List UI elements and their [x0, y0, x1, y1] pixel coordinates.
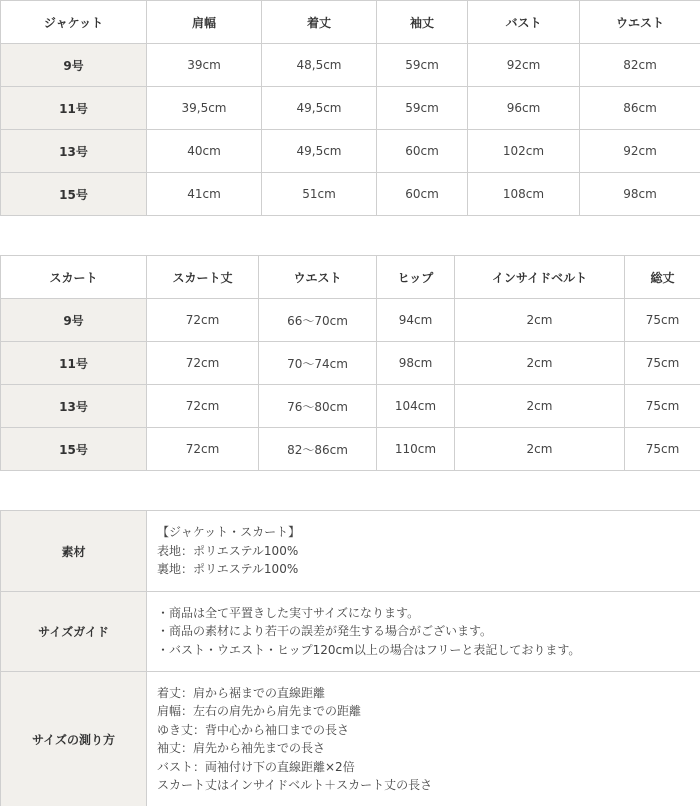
- table-cell: 49,5cm: [262, 130, 377, 173]
- size-label: 15号: [1, 173, 147, 216]
- size-label: 15号: [1, 428, 147, 471]
- table-cell: 86cm: [580, 87, 700, 130]
- table-cell: 75cm: [625, 342, 700, 385]
- jacket-table-row: [1, 87, 700, 130]
- jacket-header-cell: 袖丈: [377, 1, 468, 44]
- measurement-line: 袖丈：肩先から袖先までの長さ: [157, 741, 326, 755]
- measurement-text: [147, 672, 700, 806]
- table-cell: 104cm: [377, 385, 455, 428]
- table-cell: 72cm: [147, 342, 259, 385]
- table-cell: 2cm: [455, 299, 625, 342]
- table-cell: 108cm: [468, 173, 580, 216]
- material-label: 素材: [1, 511, 147, 592]
- jacket-header-cell: 着丈: [262, 1, 377, 44]
- size-guide-line: ・商品の素材により若干の誤差が発生する場合がございます。: [157, 624, 493, 639]
- table-cell: 98cm: [377, 342, 455, 385]
- skirt-header-cell: ウエスト: [259, 256, 377, 299]
- measurement-line: スカート丈はインサイドベルト＋スカート丈の長さ: [157, 778, 433, 792]
- size-label: 11号: [1, 342, 147, 385]
- jacket-header-row: [1, 1, 700, 44]
- measurement-line: 肩幅：左右の肩先から肩先までの距離: [157, 704, 362, 718]
- jacket-table-row: [1, 130, 700, 173]
- jacket-header-cell: 肩幅: [147, 1, 262, 44]
- table-cell: 60cm: [377, 130, 468, 173]
- table-cell: 75cm: [625, 385, 700, 428]
- table-cell: 39,5cm: [147, 87, 262, 130]
- table-cell: 2cm: [455, 385, 625, 428]
- table-cell: 102cm: [468, 130, 580, 173]
- table-cell: 96cm: [468, 87, 580, 130]
- skirt-header-cell: スカート丈: [147, 256, 259, 299]
- table-cell: 92cm: [580, 130, 700, 173]
- table-cell: 72cm: [147, 385, 259, 428]
- size-guide-line: ・商品は全て平置きした実寸サイズになります。: [157, 605, 420, 620]
- table-cell: 48,5cm: [262, 44, 377, 87]
- skirt-table-row: [1, 342, 700, 385]
- size-label: 13号: [1, 385, 147, 428]
- table-cell: 92cm: [468, 44, 580, 87]
- table-cell: 2cm: [455, 342, 625, 385]
- material-line: 【ジャケット・スカート】: [157, 525, 301, 540]
- table-cell: 49,5cm: [262, 87, 377, 130]
- jacket-header-cell: ジャケット: [1, 1, 147, 44]
- table-cell: 40cm: [147, 130, 262, 173]
- jacket-size-table: [0, 0, 700, 216]
- jacket-header-cell: ウエスト: [580, 1, 700, 44]
- table-cell: 39cm: [147, 44, 262, 87]
- skirt-header-row: [1, 256, 700, 299]
- table-cell: 75cm: [625, 299, 700, 342]
- table-cell: 41cm: [147, 173, 262, 216]
- material-line: 裏地：ポリエステル100%: [157, 562, 299, 577]
- size-label: 13号: [1, 130, 147, 173]
- table-cell: 94cm: [377, 299, 455, 342]
- measurement-line: ゆき丈：背中心から袖口までの長さ: [157, 722, 350, 737]
- table-cell: 75cm: [625, 428, 700, 471]
- material-line: 表地：ポリエステル100%: [157, 543, 299, 558]
- table-cell: 66～70cm: [259, 299, 377, 342]
- skirt-table-row: [1, 385, 700, 428]
- material-row: [1, 511, 700, 592]
- skirt-table-row: [1, 299, 700, 342]
- skirt-header-cell: ヒップ: [377, 256, 455, 299]
- table-cell: 60cm: [377, 173, 468, 216]
- product-info-table: [0, 510, 700, 806]
- jacket-table-row: [1, 173, 700, 216]
- table-cell: 59cm: [377, 44, 468, 87]
- table-cell: 72cm: [147, 299, 259, 342]
- skirt-table-row: [1, 428, 700, 471]
- skirt-header-cell: インサイドベルト: [455, 256, 625, 299]
- table-cell: 76～80cm: [259, 385, 377, 428]
- measurement-row: [1, 672, 700, 806]
- size-guide-row: [1, 592, 700, 672]
- jacket-header-cell: バスト: [468, 1, 580, 44]
- table-cell: 51cm: [262, 173, 377, 216]
- size-label: 11号: [1, 87, 147, 130]
- measurement-line: 着丈：肩から裾までの直線距離: [157, 685, 326, 700]
- skirt-header-cell: スカート: [1, 256, 147, 299]
- size-label: 9号: [1, 44, 147, 87]
- table-cell: 82cm: [580, 44, 700, 87]
- table-cell: 98cm: [580, 173, 700, 216]
- size-guide-line: ・バスト・ウエスト・ヒップ120cm以上の場合はフリーと表記しております。: [157, 642, 581, 657]
- size-guide-label: サイズガイド: [1, 592, 147, 672]
- material-text: [147, 511, 700, 592]
- table-cell: 59cm: [377, 87, 468, 130]
- jacket-table-row: [1, 44, 700, 87]
- table-cell: 70～74cm: [259, 342, 377, 385]
- size-label: 9号: [1, 299, 147, 342]
- skirt-size-table: [0, 255, 700, 471]
- table-cell: 72cm: [147, 428, 259, 471]
- table-cell: 110cm: [377, 428, 455, 471]
- size-guide-text: [147, 592, 700, 672]
- table-cell: 2cm: [455, 428, 625, 471]
- measurement-label: サイズの測り方: [1, 672, 147, 806]
- table-cell: 82～86cm: [259, 428, 377, 471]
- measurement-line: バスト：両袖付け下の直線距離×2倍: [157, 759, 355, 774]
- skirt-header-cell: 総丈: [625, 256, 700, 299]
